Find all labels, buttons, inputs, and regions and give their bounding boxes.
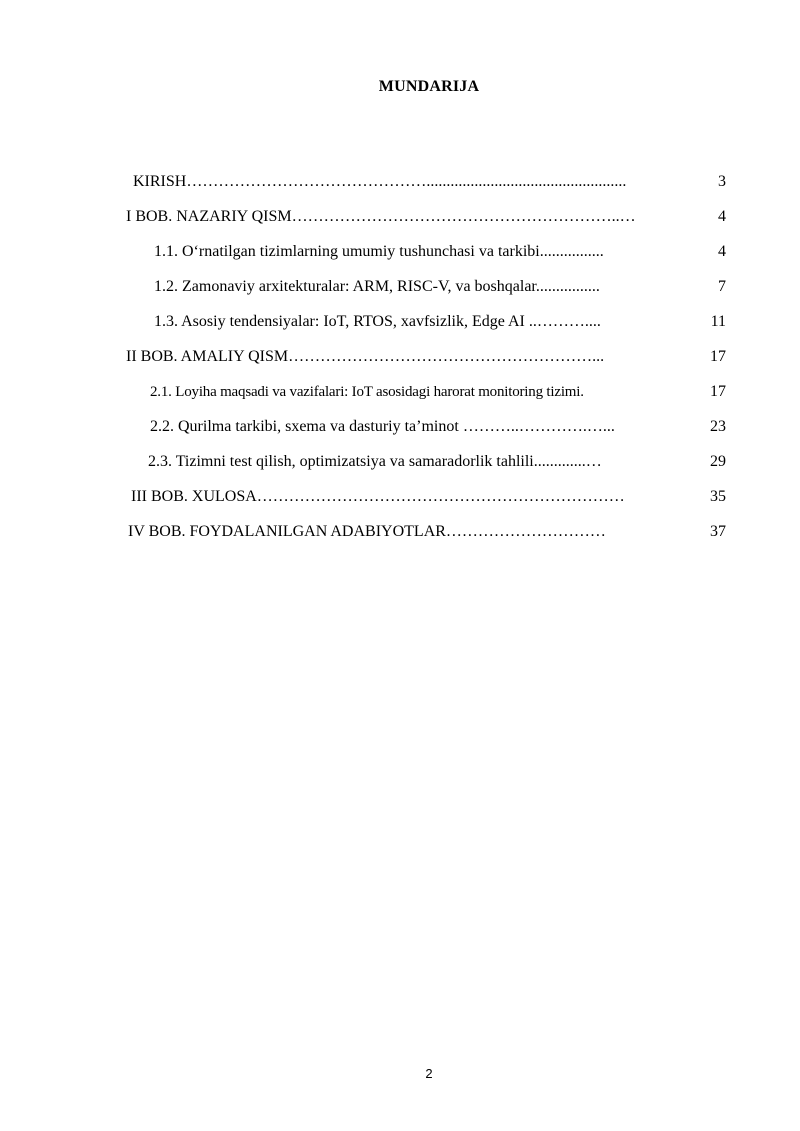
toc-entry-page: 37 — [710, 523, 726, 540]
toc-entry-text: I BOB. NAZARIY QISM……………………………………………………..… — [126, 208, 636, 225]
toc-entry-section-2-3 — [0, 450, 800, 474]
toc-entry-section-1-1 — [0, 240, 800, 264]
toc-entry-chapter-2 — [0, 345, 800, 369]
toc-entry-page: 3 — [718, 173, 726, 190]
toc-entry-chapter-1 — [0, 205, 800, 229]
toc-entry-text: KIRISH……………………………………….................................................. — [133, 173, 627, 190]
toc-entry-page: 4 — [718, 243, 726, 260]
toc-entry-section-1-3 — [0, 310, 800, 334]
toc-entry-page: 23 — [710, 418, 726, 435]
toc-entry-text: 2.3. Tizimni test qilish, optimizatsiya va samaradorlik tahlili.............… — [148, 453, 602, 470]
toc-entry-text: II BOB. AMALIY QISM…………………………………………………... — [126, 348, 605, 365]
toc-entry-chapter-4 — [0, 520, 800, 544]
toc-entry-page: 17 — [710, 348, 726, 365]
toc-entry-page: 7 — [718, 278, 726, 295]
toc-entry-page: 17 — [710, 383, 726, 400]
toc-entry-chapter-3 — [0, 485, 800, 509]
toc-entry-page: 29 — [710, 453, 726, 470]
toc-entry-text: III BOB. XULOSA…………………………………………………………… — [131, 488, 625, 505]
toc-entry-kirish — [0, 170, 800, 194]
toc-entry-page: 11 — [710, 313, 726, 330]
page-title: MUNDARIJA — [378, 78, 480, 95]
page-number: 2 — [425, 1066, 433, 1081]
toc-entry-page: 35 — [710, 488, 726, 505]
toc-entry-section-2-1 — [0, 380, 800, 404]
toc-entry-text: 1.2. Zamonaviy arxitekturalar: ARM, RISC-V, va boshqalar................ — [154, 278, 600, 295]
toc-entry-text: 1.1. O‘rnatilgan tizimlarning umumiy tushunchasi va tarkibi................ — [154, 243, 604, 260]
toc-entry-text: 1.3. Asosiy tendensiyalar: IoT, RTOS, xavfsizlik, Edge AI ..……….... — [154, 313, 601, 330]
toc-entry-section-1-2 — [0, 275, 800, 299]
toc-entry-section-2-2 — [0, 415, 800, 439]
toc-entry-text: 2.2. Qurilma tarkibi, sxema va dasturiy ta’minot ………..………….…... — [150, 418, 615, 435]
toc-entry-text: 2.1. Loyiha maqsadi va vazifalari: IoT asosidagi harorat monitoring tizimi. — [150, 384, 584, 400]
toc-entry-page: 4 — [718, 208, 726, 225]
toc-entry-text: IV BOB. FOYDALANILGAN ADABIYOTLAR………………………… — [128, 523, 606, 540]
